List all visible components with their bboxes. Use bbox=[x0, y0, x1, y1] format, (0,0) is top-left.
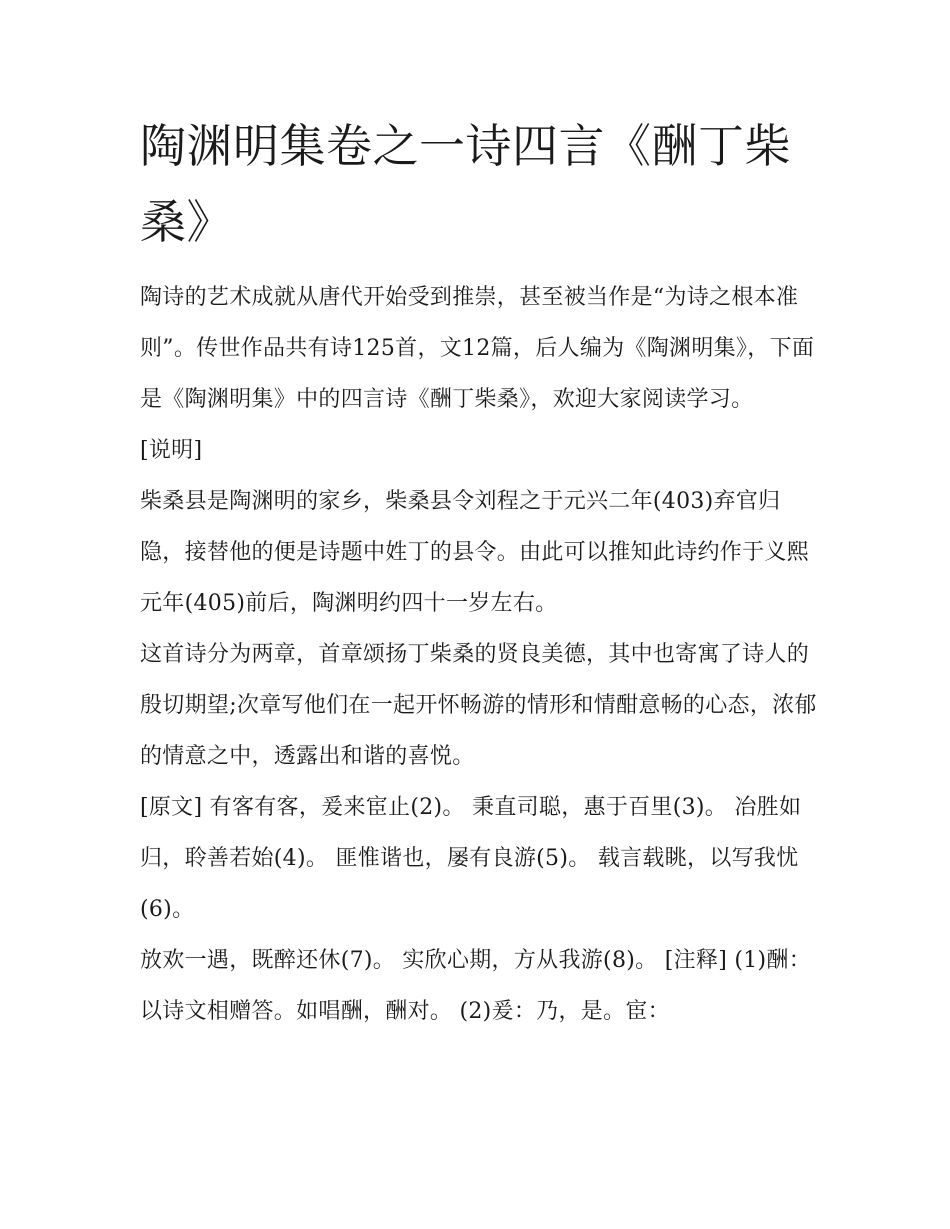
document-title: 陶渊明集卷之一诗四言《酬丁柴桑》 bbox=[140, 119, 791, 249]
structure-paragraph: 这首诗分为两章，首章颂扬丁柴桑的贤良美德，其中也寄寓了诗人的殷切期望;次章写他们在一起开怀畅游的情形和情酣意畅的心态，浓郁的情意之中，透露出和谐的喜悦。 bbox=[140, 642, 817, 769]
document-page bbox=[140, 108, 820, 1037]
intro-paragraph: 陶诗的艺术成就从唐代开始受到推崇，甚至被当作是“为诗之根本准则”。传世作品共有诗125首，文12篇，后人编为《陶渊明集》，下面是《陶渊明集》中的四言诗《酬丁柴桑》，欢迎大家阅读学习。 bbox=[140, 285, 815, 412]
explanation-heading: [说明] bbox=[140, 438, 203, 463]
original-text-paragraph: [原文] 有客有客，爰来宦止(2)。 秉直司聪，惠于百里(3)。 冶胜如归，聆善若始(4)。 匪惟谐也，屡有良游(5)。 载言载眺，以写我忧(6)。 bbox=[140, 795, 802, 922]
explanation-paragraph: 柴桑县是陶渊明的家乡，柴桑县令刘程之于元兴二年(403)弃官归隐，接替他的便是诗题中姓丁的县令。由此可以推知此诗约作于义熙元年(405)前后，陶渊明约四十一岁左右。 bbox=[140, 489, 810, 616]
notes-paragraph: 放欢一遇，既醉还休(7)。 实欣心期，方从我游(8)。 [注释] (1)酬：以诗文相赠答。如唱酬，酬对。 (2)爰：乃，是。宦： bbox=[140, 948, 812, 1024]
